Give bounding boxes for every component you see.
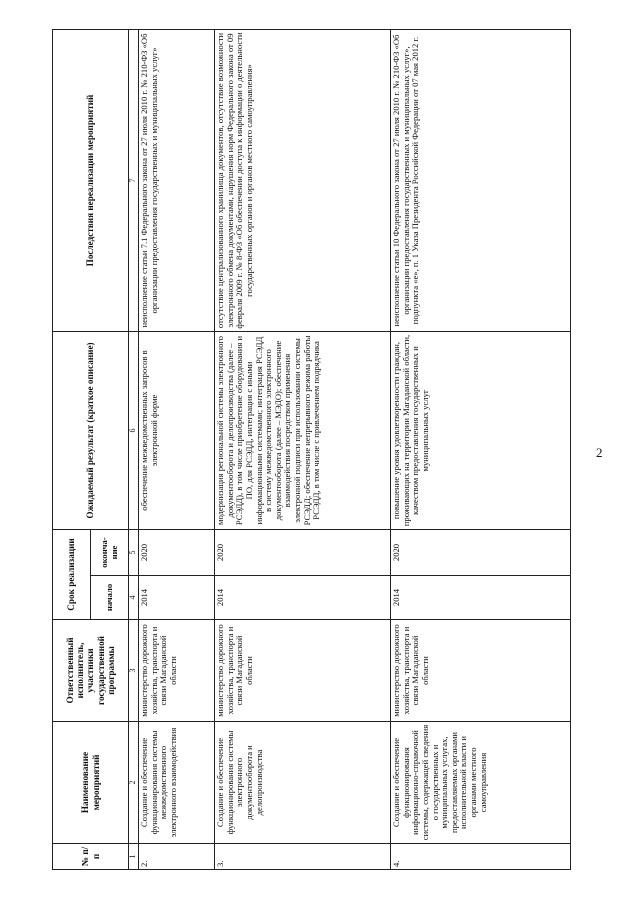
page-number: 2 <box>596 445 603 460</box>
expected-result: обеспечение межведомственных запросов в электронной форме <box>139 332 215 530</box>
column-numbers-row <box>129 30 139 870</box>
consequences: неисполнение статьи 10 Федерального закона от 27 июля 2010 г. № 210-ФЗ «Об организации предоставления государственных и муниципальных услуг», подпункта «е», п. 1 Указа Президента Российской Федерации от 07 мая 2012 г. <box>391 30 571 332</box>
column-number: 6 <box>129 332 139 530</box>
measures-table <box>52 29 571 870</box>
header-start: начало <box>91 576 129 620</box>
header-row <box>53 30 91 870</box>
end-year: 2020 <box>391 530 571 576</box>
table-row <box>391 30 571 870</box>
table-row <box>215 30 391 870</box>
row-number: 2. <box>139 844 215 870</box>
column-number: 5 <box>129 530 139 576</box>
column-number: 3 <box>129 620 139 722</box>
measure-name: Создание и обеспечение функционирования системы электронного документооборота и делопроизводства <box>215 722 391 844</box>
header-name: Наименование мероприятий <box>53 722 129 844</box>
end-year: 2020 <box>139 530 215 576</box>
column-number: 4 <box>129 576 139 620</box>
start-year: 2014 <box>139 576 215 620</box>
consequences: отсутствие централизованного хранилища документов, отсутствие возможности электронного обмена документами, нарушения норм Федерального закона от 09 февраля 2009 г. № 8-ФЗ «Об обеспечении доступа к информации о деятельности государственных органов и органов местного самоуправления» <box>215 30 391 332</box>
start-year: 2014 <box>391 576 571 620</box>
header-end: оконча-ние <box>91 530 129 576</box>
header-result: Ожидаемый результат (краткое описание) <box>53 332 129 530</box>
header-consequences: Последствия нереализации мероприятий <box>53 30 129 332</box>
expected-result: повышение уровня удовлетворенности граждан, проживающих на территории Магаданской области, качеством предоставления государственных и муниципальных услуг <box>391 332 571 530</box>
header-executor: Ответственный исполнитель, участники государственной программы <box>53 620 129 722</box>
column-number: 2 <box>129 722 139 844</box>
responsible-executor: министерство дорожного хозяйства, транспорта и связи Магаданской области <box>391 620 571 722</box>
expected-result: модернизация региональной системы электронного документооборота и делопроизводства (далее – РСЭДД), в том числе приобретение оборудования и ПО, для РСЭДД, интеграция с иными информационными системами; интеграция РСЭДД в систему межведомственного электронного документооборота (далее – МЭДО); обеспечение взаимодействия посредством применения электронной подписи при использовании системы РСЭДД; обеспечение непрерывного режима работы РСЭДД, в том числе с привлечением подрядчика <box>215 332 391 530</box>
header-period: Срок реализации <box>53 530 91 620</box>
table-row <box>139 30 215 870</box>
responsible-executor: министерство дорожного хозяйства, транспорта и связи Магаданской области <box>139 620 215 722</box>
end-year: 2020 <box>215 530 391 576</box>
measure-name: Создание и обеспечение функционирования информационно-справочной системы, содержащей сведения о государственных и муниципальных услугах, предоставляемых органами исполнительной власти и органами местного самоуправления <box>391 722 571 844</box>
start-year: 2014 <box>215 576 391 620</box>
header-num: № п/п <box>53 844 129 870</box>
responsible-executor: министерство дорожного хозяйства, транспорта и связи Магаданской области <box>215 620 391 722</box>
rotated-table-container <box>52 30 570 870</box>
row-number: 4. <box>391 844 571 870</box>
measure-name: Создание и обеспечение функционирования системы межведомственного электронного взаимодействия <box>139 722 215 844</box>
column-number: 7 <box>129 30 139 332</box>
consequences: неисполнение статьи 7.1 Федерального закона от 27 июля 2010 г. № 210-ФЗ «Об организации предоставления государственных и муниципальных услуг» <box>139 30 215 332</box>
column-number: 1 <box>129 844 139 870</box>
row-number: 3. <box>215 844 391 870</box>
